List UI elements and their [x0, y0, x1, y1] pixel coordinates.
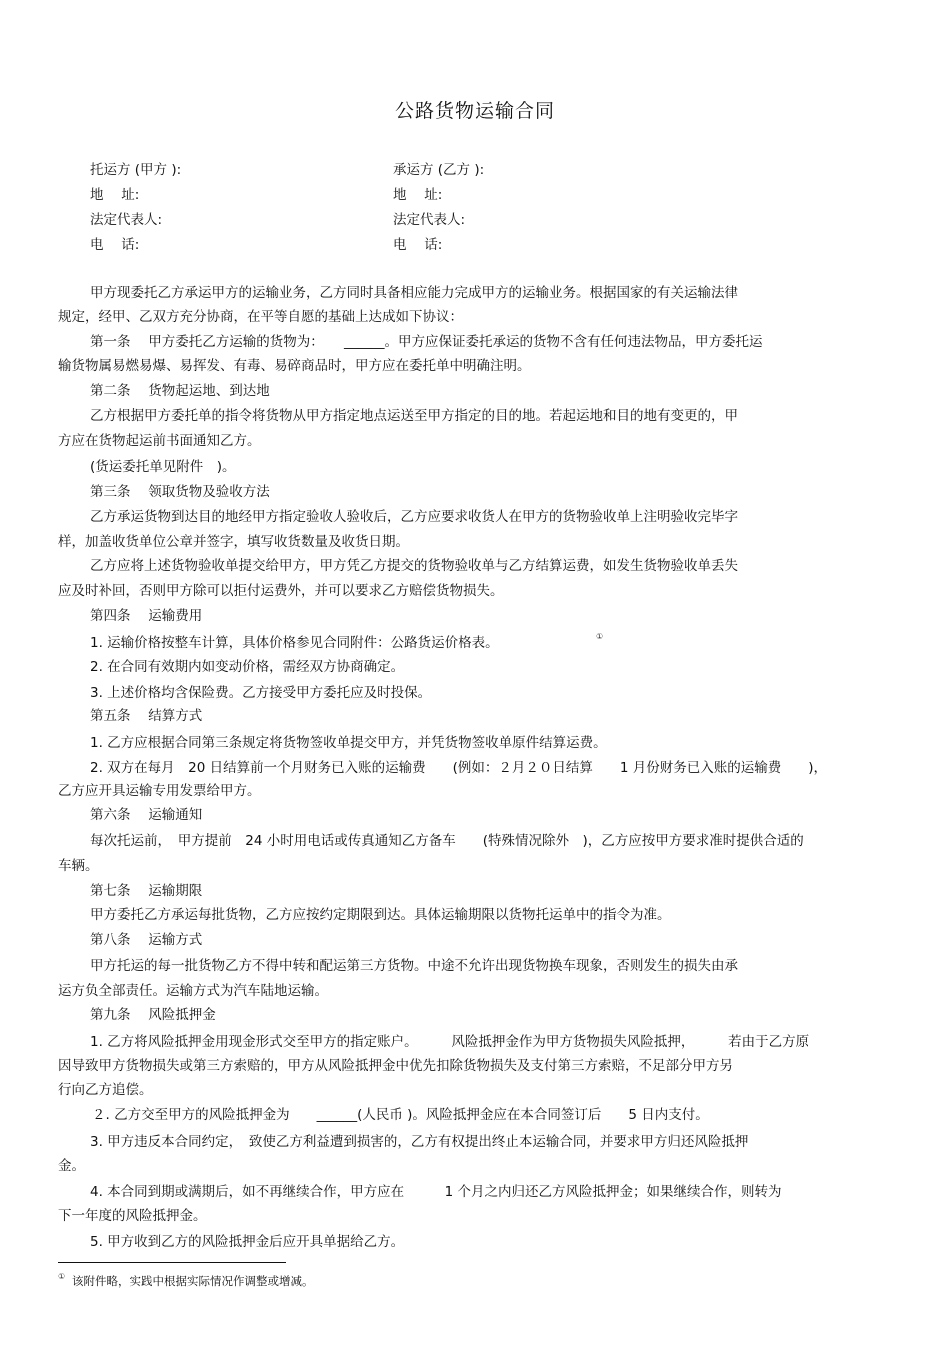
body-line: 2. 在合同有效期内如变动价格，需经双方协商确定。 [90, 659, 405, 675]
body-line: 样，加盖收货单位公章并签字，填写收货数量及收货日期。 [58, 534, 409, 550]
body-line: 2. 双方在每月 20 日结算前一个月财务已入账的运输费 (例如：２月２０日结算 1 月份财务已入账的运输费 )， [90, 760, 828, 776]
body-line: 甲方委托乙方承运每批货物，乙方应按约定期限到达。具体运输期限以货物托运单中的指令为准。 [90, 907, 671, 923]
body-line: (货运委托单见附件 )。 [90, 459, 236, 475]
article-1-line: 第一条 甲方委托乙方运输的货物为： ______。甲方应保证委托承运的货物不含有任何违法物品，甲方委托运 [90, 334, 763, 350]
body-line: 金。 [58, 1158, 85, 1174]
article-6-heading: 第六条 运输通知 [90, 807, 203, 823]
body-line: 下一年度的风险抵押金。 [58, 1208, 207, 1224]
shipper-phone-label: 电 话: [90, 237, 140, 253]
article-7-heading: 第七条 运输期限 [90, 883, 203, 899]
body-line: 甲方现委托乙方承运甲方的运输业务，乙方同时具备相应能力完成甲方的运输业务。根据国家的有关运输法律 [90, 285, 738, 301]
body-line: 车辆。 [58, 858, 99, 874]
carrier-label: 承运方 (乙方 ): [393, 162, 485, 178]
body-line: 运方负全部责任。运输方式为汽车陆地运输。 [58, 983, 328, 999]
body-line: 输货物属易燃易爆、易挥发、有毒、易碎商品时，甲方应在委托单中明确注明。 [58, 358, 531, 374]
footnote-reference: ① [596, 632, 604, 641]
body-line: 每次托运前， 甲方提前 24 小时用电话或传真通知乙方备车 (特殊情况除外 )，乙方应按甲方要求准时提供合适的 [90, 833, 804, 849]
carrier-address-label: 地 址: [393, 187, 443, 203]
footnote-divider [58, 1262, 286, 1263]
article-2-heading: 第二条 货物起运地、到达地 [90, 383, 270, 399]
shipper-address-label: 地 址: [90, 187, 140, 203]
body-line: 乙方根据甲方委托单的指令将货物从甲方指定地点运送至甲方指定的目的地。若起运地和目的地有变更的，甲 [90, 408, 738, 424]
shipper-representative-label: 法定代表人: [90, 212, 163, 228]
body-line: 方应在货物起运前书面通知乙方。 [58, 433, 261, 449]
body-line: 乙方应开具运输专用发票给甲方。 [58, 783, 261, 799]
carrier-phone-label: 电 话: [393, 237, 443, 253]
body-line: 4. 本合同到期或满期后，如不再继续合作，甲方应在 1 个月之内归还乙方风险抵押金；如果继续合作，则转为 [90, 1184, 782, 1200]
body-line: ２. 乙方交至甲方的风险抵押金为 ______(人民币 )。风险抵押金应在本合同签订后 5 日内支付。 [92, 1107, 709, 1123]
body-line: 1. 乙方将风险抵押金用现金形式交至甲方的指定账户。 风险抵押金作为甲方货物损失风险抵押， 若由于乙方原 [90, 1034, 810, 1050]
body-line: 甲方托运的每一批货物乙方不得中转和配运第三方货物。中途不允许出现货物换车现象，否则发生的损失由承 [90, 958, 738, 974]
document-title: 公路货物运输合同 [394, 100, 555, 122]
body-line: 行向乙方追偿。 [58, 1082, 153, 1098]
body-line: 应及时补回，否则甲方除可以拒付运费外，并可以要求乙方赔偿货物损失。 [58, 583, 504, 599]
article-4-heading: 第四条 运输费用 [90, 608, 203, 624]
article-8-heading: 第八条 运输方式 [90, 932, 203, 948]
body-line: 乙方承运货物到达目的地经甲方指定验收人验收后，乙方应要求收货人在甲方的货物验收单上注明验收完毕字 [90, 509, 738, 525]
footnote-mark: ① [58, 1272, 66, 1281]
body-line: 1. 运输价格按整车计算，具体价格参见合同附件：公路货运价格表。 [90, 635, 499, 651]
body-line: 规定，经甲、乙双方充分协商，在平等自愿的基础上达成如下协议： [58, 309, 463, 325]
body-line: 因导致甲方货物损失或第三方索赔的，甲方从风险抵押金中优先扣除货物损失及支付第三方索赔，不足部分甲方另 [58, 1058, 733, 1074]
article-9-heading: 第九条 风险抵押金 [90, 1007, 216, 1023]
article-5-heading: 第五条 结算方式 [90, 708, 203, 724]
body-line: 乙方应将上述货物验收单提交给甲方，甲方凭乙方提交的货物验收单与乙方结算运费，如发生货物验收单丢失 [90, 558, 738, 574]
body-line: 3. 甲方违反本合同约定， 致使乙方利益遭到损害的，乙方有权提出终止本运输合同，并要求甲方归还风险抵押 [90, 1134, 749, 1150]
footnote-text: 该附件略，实践中根据实际情况作调整或增减。 [72, 1274, 314, 1288]
body-line: 1. 乙方应根据合同第三条规定将货物签收单提交甲方，并凭货物签收单原件结算运费。 [90, 735, 607, 751]
body-line: 5. 甲方收到乙方的风险抵押金后应开具单据给乙方。 [90, 1234, 405, 1250]
body-line: 3. 上述价格均含保险费。乙方接受甲方委托应及时投保。 [90, 685, 432, 701]
carrier-representative-label: 法定代表人: [393, 212, 466, 228]
shipper-label: 托运方 (甲方 ): [90, 162, 182, 178]
article-3-heading: 第三条 领取货物及验收方法 [90, 484, 270, 500]
